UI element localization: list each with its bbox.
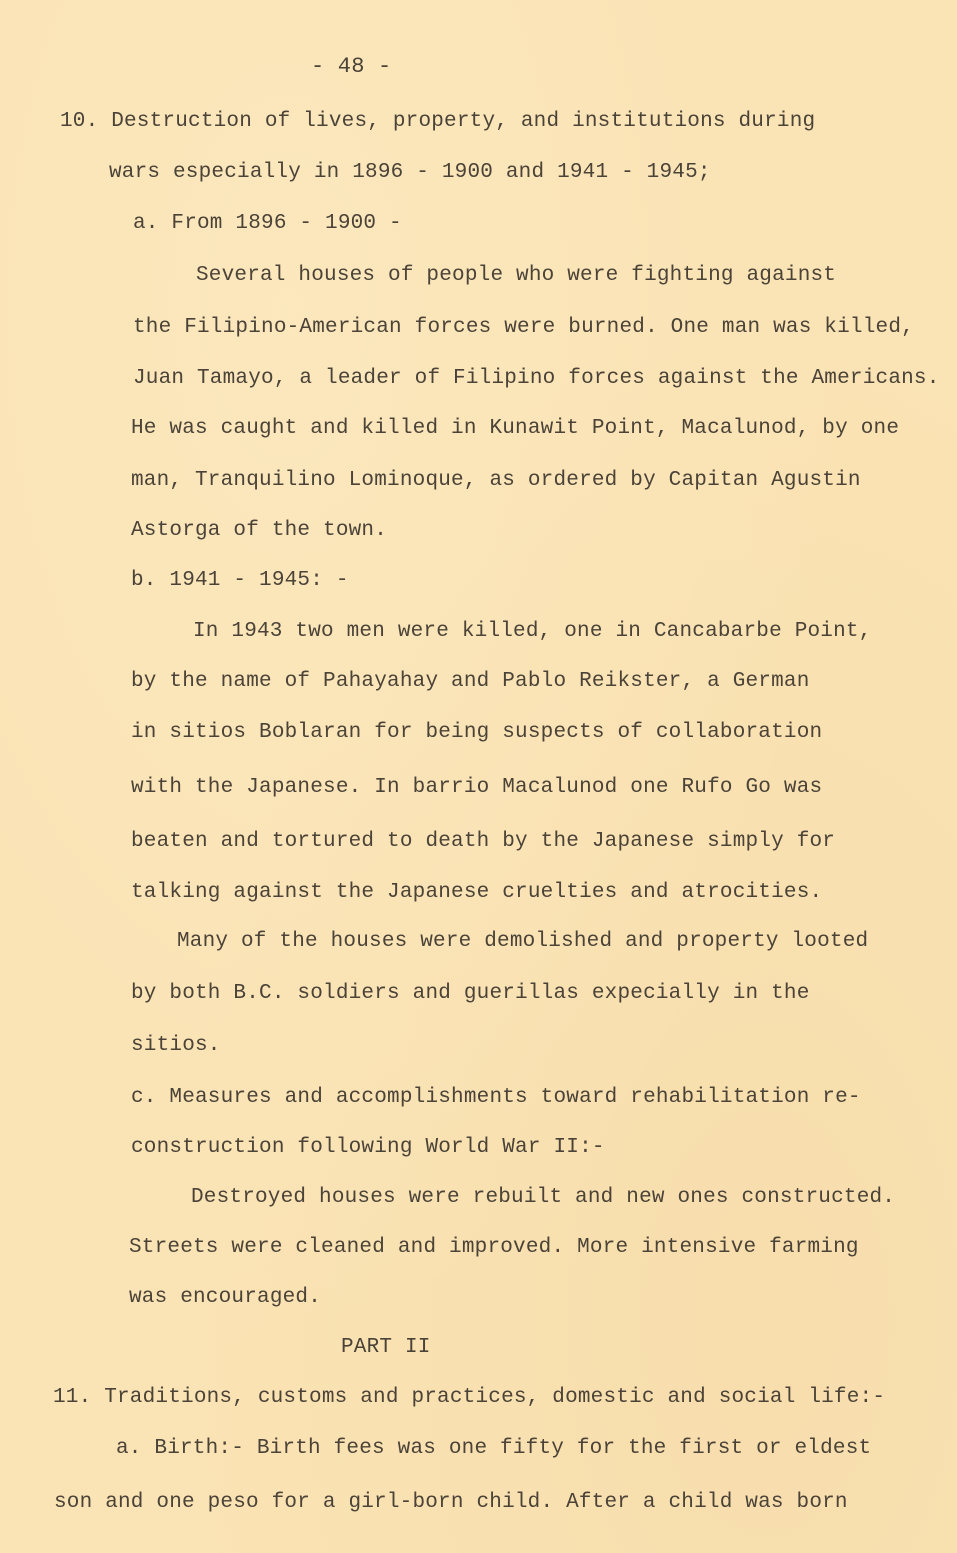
paragraph-line: Destroyed houses were rebuilt and new ones constructed. xyxy=(191,1186,896,1209)
paragraph-line: the Filipino-American forces were burned. One man was killed, xyxy=(133,316,914,339)
page-number: - 48 - xyxy=(311,54,392,79)
subsection-c-heading: c. Measures and accomplishments toward rehabilitation re- xyxy=(131,1086,861,1109)
paragraph-line: Many of the houses were demolished and property looted xyxy=(177,930,869,953)
paragraph-line: Several houses of people who were fighting against xyxy=(196,264,837,287)
subsection-a-heading: a. From 1896 - 1900 - xyxy=(133,212,402,235)
paragraph-line: sitios. xyxy=(131,1034,221,1057)
paragraph-line: by the name of Pahayahay and Pablo Reikster, a German xyxy=(131,670,810,693)
item-10-heading-cont: wars especially in 1896 - 1900 and 1941 - 1945; xyxy=(109,161,711,184)
subsection-b-heading: b. 1941 - 1945: - xyxy=(131,569,349,592)
paragraph-line: with the Japanese. In barrio Macalunod one Rufo Go was xyxy=(131,776,823,799)
paragraph-line: by both B.C. soldiers and guerillas expecially in the xyxy=(131,982,810,1005)
paragraph-line: beaten and tortured to death by the Japanese simply for xyxy=(131,830,836,853)
paragraph-line: talking against the Japanese cruelties and atrocities. xyxy=(131,881,823,904)
paragraph-line: He was caught and killed in Kunawit Point, Macalunod, by one xyxy=(131,417,900,440)
paragraph-line: was encouraged. xyxy=(129,1286,322,1309)
birth-paragraph-line: a. Birth:- Birth fees was one fifty for the first or eldest xyxy=(116,1437,872,1460)
paragraph-line: man, Tranquilino Lominoque, as ordered by Capitan Agustin xyxy=(131,469,861,492)
item-10-heading: 10. Destruction of lives, property, and institutions during xyxy=(60,110,816,133)
part-heading: PART II xyxy=(341,1336,431,1359)
paragraph-line: Juan Tamayo, a leader of Filipino forces against the Americans. xyxy=(133,367,940,390)
paragraph-line: In 1943 two men were killed, one in Cancabarbe Point, xyxy=(193,620,872,643)
subsection-c-heading-cont: construction following World War II:- xyxy=(131,1136,605,1159)
paragraph-line: Streets were cleaned and improved. More intensive farming xyxy=(129,1236,859,1259)
item-11-heading: 11. Traditions, customs and practices, domestic and social life:- xyxy=(53,1386,886,1409)
birth-paragraph-line: son and one peso for a girl-born child. After a child was born xyxy=(54,1491,848,1514)
paragraph-line: in sitios Boblaran for being suspects of collaboration xyxy=(131,721,823,744)
paragraph-line: Astorga of the town. xyxy=(131,519,388,542)
